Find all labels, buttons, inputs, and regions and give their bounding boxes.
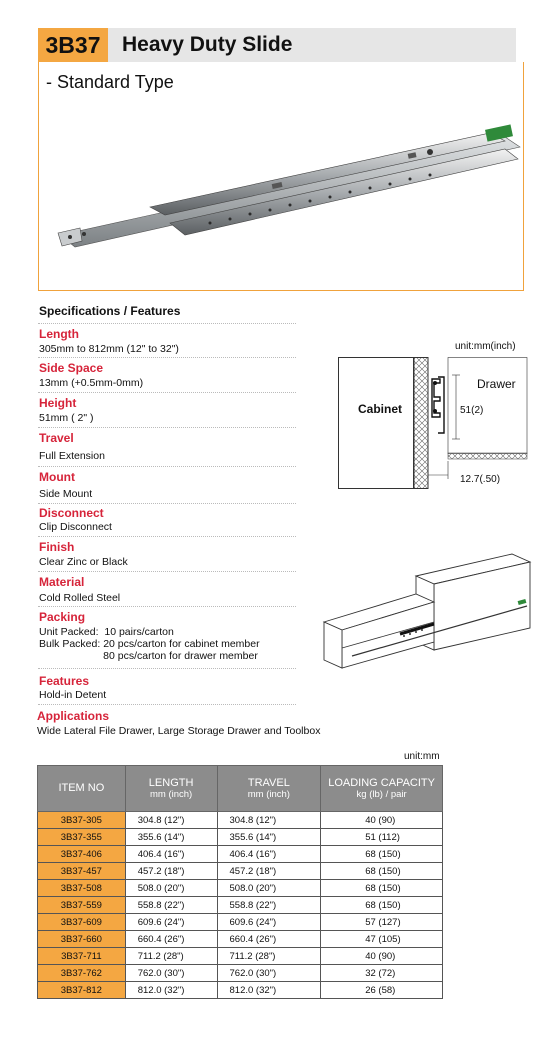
spec-label-travel: Travel xyxy=(39,431,74,445)
capacity-cell: 40 (90) xyxy=(321,812,443,829)
spec-label-disconnect: Disconnect xyxy=(39,506,104,520)
length-cell: 609.6 (24") xyxy=(125,914,217,931)
divider xyxy=(38,357,296,358)
divider xyxy=(38,427,296,428)
item-no-cell: 3B37-609 xyxy=(38,914,126,931)
item-no-cell: 3B37-508 xyxy=(38,880,126,897)
spec-value-finish: Clear Zinc or Black xyxy=(39,556,128,568)
specs-heading: Specifications / Features xyxy=(39,304,181,318)
divider xyxy=(38,466,296,467)
spec-value-disconnect: Clip Disconnect xyxy=(39,521,112,533)
item-no-cell: 3B37-812 xyxy=(38,982,126,999)
spec-value-packing: Unit Packed: 10 pairs/carton Bulk Packed: 20 pcs/carton for cabinet member 80 pcs/carton for drawer member xyxy=(39,626,260,662)
length-cell: 762.0 (30") xyxy=(125,965,217,982)
length-cell: 304.8 (12") xyxy=(125,812,217,829)
capacity-cell: 68 (150) xyxy=(321,846,443,863)
col-header-length: LENGTH mm (inch) xyxy=(125,766,217,812)
spec-value-length: 305mm to 812mm (12" to 32") xyxy=(39,343,179,355)
divider xyxy=(38,606,296,607)
spec-label-applications: Applications xyxy=(37,709,110,723)
page-title: Heavy Duty Slide xyxy=(122,33,293,56)
length-cell: 812.0 (32") xyxy=(125,982,217,999)
item-no-cell: 3B37-559 xyxy=(38,897,126,914)
travel-cell: 711.2 (28") xyxy=(217,948,321,965)
col-header-item-no: ITEM NO xyxy=(38,766,126,812)
slide-product-image xyxy=(50,115,525,265)
cabinet-section-diagram xyxy=(338,357,528,489)
spec-value-applications: Wide Lateral File Drawer, Large Storage Drawer and Toolbox xyxy=(37,725,321,737)
capacity-cell: 47 (105) xyxy=(321,931,443,948)
divider xyxy=(38,668,296,669)
spec-label-features: Features xyxy=(39,674,90,688)
table-row xyxy=(38,914,443,931)
spec-value-mount: Side Mount xyxy=(39,488,93,500)
item-no-cell: 3B37-762 xyxy=(38,965,126,982)
capacity-cell: 68 (150) xyxy=(321,863,443,880)
length-cell: 711.2 (28") xyxy=(125,948,217,965)
capacity-cell: 26 (58) xyxy=(321,982,443,999)
spec-label-packing: Packing xyxy=(39,610,86,624)
drawer-mount-diagram xyxy=(322,552,532,670)
spec-label-side-space: Side Space xyxy=(39,361,104,375)
model-code: 3B37 xyxy=(38,28,108,62)
travel-cell: 812.0 (32") xyxy=(217,982,321,999)
spec-label-material: Material xyxy=(39,575,85,589)
spec-value-travel: Full Extension xyxy=(39,450,105,462)
product-table xyxy=(37,765,443,999)
capacity-cell: 32 (72) xyxy=(321,965,443,982)
cabinet-label: Cabinet xyxy=(358,402,403,416)
capacity-cell: 57 (127) xyxy=(321,914,443,931)
table-row xyxy=(38,948,443,965)
length-cell: 508.0 (20") xyxy=(125,880,217,897)
table-header-row xyxy=(38,766,443,812)
divider xyxy=(38,571,296,572)
table-row xyxy=(38,931,443,948)
length-cell: 558.8 (22") xyxy=(125,897,217,914)
divider xyxy=(38,503,296,504)
table-row xyxy=(38,880,443,897)
item-no-cell: 3B37-305 xyxy=(38,812,126,829)
spec-label-finish: Finish xyxy=(39,540,75,554)
table-unit-label: unit:mm xyxy=(404,751,440,762)
length-cell: 355.6 (14") xyxy=(125,829,217,846)
table-row xyxy=(38,982,443,999)
item-no-cell: 3B37-711 xyxy=(38,948,126,965)
divider xyxy=(38,704,296,705)
item-no-cell: 3B37-457 xyxy=(38,863,126,880)
spec-label-mount: Mount xyxy=(39,470,75,484)
travel-cell: 762.0 (30") xyxy=(217,965,321,982)
capacity-cell: 51 (112) xyxy=(321,829,443,846)
height-dimension: 51(2) xyxy=(460,405,484,416)
length-cell: 457.2 (18") xyxy=(125,863,217,880)
table-row xyxy=(38,965,443,982)
travel-cell: 457.2 (18") xyxy=(217,863,321,880)
travel-cell: 304.8 (12") xyxy=(217,812,321,829)
travel-cell: 660.4 (26") xyxy=(217,931,321,948)
divider xyxy=(38,323,296,324)
col-header-travel: TRAVEL mm (inch) xyxy=(217,766,321,812)
spec-value-features: Hold-in Detent xyxy=(39,689,107,701)
item-no-cell: 3B37-406 xyxy=(38,846,126,863)
side-space-dimension: 12.7(.50) xyxy=(460,474,501,485)
divider xyxy=(38,536,296,537)
item-no-cell: 3B37-355 xyxy=(38,829,126,846)
spec-value-material: Cold Rolled Steel xyxy=(39,592,121,604)
length-cell: 660.4 (26") xyxy=(125,931,217,948)
capacity-cell: 68 (150) xyxy=(321,880,443,897)
length-cell: 406.4 (16") xyxy=(125,846,217,863)
spec-label-length: Length xyxy=(39,327,79,341)
spec-value-height: 51mm ( 2" ) xyxy=(39,412,94,424)
travel-cell: 508.0 (20") xyxy=(217,880,321,897)
subtitle: - Standard Type xyxy=(46,72,174,92)
spec-label-height: Height xyxy=(39,396,77,410)
table-row xyxy=(38,812,443,829)
item-no-cell: 3B37-660 xyxy=(38,931,126,948)
col-header-capacity: LOADING CAPACITY kg (lb) / pair xyxy=(321,766,443,812)
table-row xyxy=(38,829,443,846)
table-row xyxy=(38,846,443,863)
spec-value-side-space: 13mm (+0.5mm-0mm) xyxy=(39,377,144,389)
diagram-unit-label: unit:mm(inch) xyxy=(455,341,516,352)
travel-cell: 406.4 (16") xyxy=(217,846,321,863)
table-row xyxy=(38,863,443,880)
travel-cell: 355.6 (14") xyxy=(217,829,321,846)
divider xyxy=(38,392,296,393)
capacity-cell: 68 (150) xyxy=(321,897,443,914)
travel-cell: 609.6 (24") xyxy=(217,914,321,931)
travel-cell: 558.8 (22") xyxy=(217,897,321,914)
capacity-cell: 40 (90) xyxy=(321,948,443,965)
drawer-label: Drawer xyxy=(477,377,516,391)
table-row xyxy=(38,897,443,914)
